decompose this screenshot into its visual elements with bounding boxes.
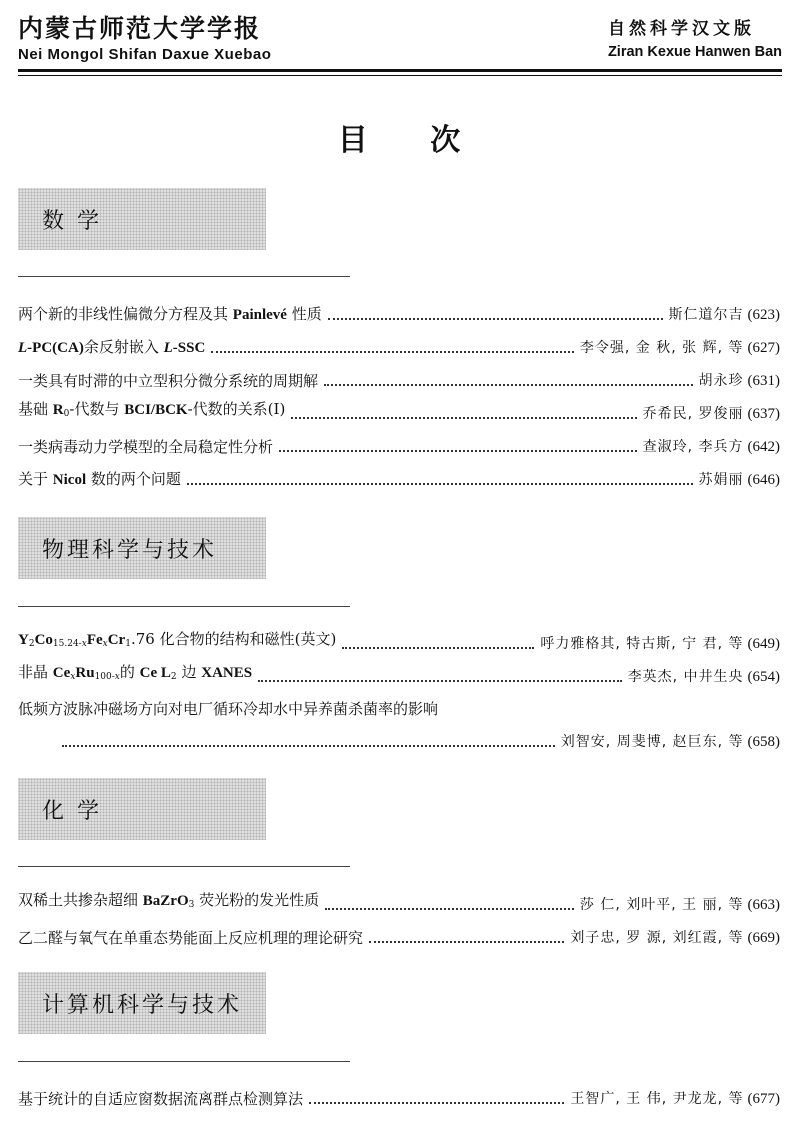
toc-entry[interactable] (18, 433, 780, 457)
entry-title: 基础 $R_0-$代数与 BCI/BCK-代数的关系(Ⅰ) (18, 400, 286, 419)
entry-authors: 呼力雅格其, 特古斯, 宁 君, 等 (540, 636, 744, 652)
section-header-chemistry (18, 778, 266, 840)
toc-entry[interactable] (18, 301, 780, 325)
entry-page: (627) (747, 340, 780, 356)
dot-leader (328, 318, 663, 320)
entry-authors: 查淑玲, 李兵方 (642, 439, 744, 455)
dot-leader (342, 647, 534, 649)
entry-page: (642) (747, 439, 780, 455)
journal-header (18, 14, 782, 76)
edition-cn: 自然科学汉文版 (607, 19, 755, 39)
toc-entry[interactable] (18, 630, 780, 654)
entry-title: 一类病毒动力学模型的全局稳定性分析 (18, 438, 274, 456)
section-header-computer-science (18, 972, 266, 1034)
journal-name-block (18, 14, 271, 63)
toc-entry[interactable] (18, 334, 780, 358)
page-title: 目 次 (337, 123, 463, 158)
section-label: 物理科学与技术 (42, 538, 218, 563)
section-label: 数 学 (42, 209, 102, 234)
entry-authors: 斯仁道尔吉 (668, 307, 744, 323)
dot-leader (291, 417, 636, 419)
dot-leader (187, 483, 693, 485)
toc-entry[interactable] (18, 466, 780, 490)
entry-authors: 乔希民, 罗俊丽 (642, 406, 744, 422)
entry-title: 乙二醛与氧气在单重态势能面上反应机理的理论研究 (18, 929, 364, 947)
entry-page: (631) (747, 373, 780, 389)
dot-leader (325, 908, 574, 910)
journal-name-cn: 内蒙古师范大学学报 (18, 14, 262, 43)
entry-authors: 刘智安, 周斐博, 赵巨东, 等 (560, 734, 744, 750)
entry-authors: 刘子忠, 罗 源, 刘红霞, 等 (570, 930, 744, 946)
header-rule-thin (18, 75, 782, 76)
edition-en: Ziran Kexue Hanwen Ban (607, 44, 782, 60)
dot-leader (279, 450, 637, 452)
entry-title: 两个新的非线性偏微分方程及其 Painlevé 性质 (18, 305, 322, 323)
entry-authors: 王智广, 王 伟, 尹龙龙, 等 (570, 1091, 744, 1107)
section-rule (18, 276, 350, 277)
section-rule (18, 606, 350, 607)
toc-entry[interactable] (18, 1085, 780, 1109)
entry-page: (637) (747, 406, 780, 422)
journal-name-en: Nei Mongol Shifan Daxue Xuebao (18, 46, 272, 63)
toc-entry-continuation[interactable] (62, 728, 780, 752)
entry-page: (663) (747, 897, 780, 913)
entry-authors: 胡永珍 (698, 373, 744, 389)
edition-block (608, 18, 782, 60)
toc-entry[interactable] (18, 663, 780, 687)
section-rule (18, 1061, 350, 1062)
toc-entry[interactable] (18, 891, 780, 915)
entry-authors: 李英杰, 中井生央 (627, 669, 744, 685)
toc-entry-title-line[interactable] (18, 695, 780, 719)
entry-title: 关于 Nicol 数的两个问题 (18, 470, 181, 488)
entry-title: 基于统计的自适应窗数据流离群点检测算法 (18, 1090, 304, 1108)
toc-entry[interactable] (18, 924, 780, 948)
section-header-physics (18, 517, 266, 579)
entry-page: (654) (747, 669, 780, 685)
entry-authors: 苏娟丽 (698, 472, 744, 488)
entry-page: (658) (747, 734, 780, 750)
entry-page: (669) (747, 930, 780, 946)
section-header-math (18, 188, 266, 250)
entry-title: 非晶 $Ce_xRu_{100-x}$的 Ce $L_2$ 边 XANES (18, 663, 253, 682)
entry-authors: 莎 仁, 刘叶平, 王 丽, 等 (579, 897, 744, 913)
entry-title: L-PC(CA)余反射嵌入 L-SSC (18, 338, 206, 356)
dot-leader (309, 1102, 564, 1104)
entry-page: (646) (747, 472, 780, 488)
dot-leader (211, 351, 574, 353)
dot-leader (258, 680, 622, 682)
toc-entry[interactable] (18, 367, 780, 391)
entry-authors: 李令强, 金 秋, 张 辉, 等 (579, 340, 744, 356)
entry-title: 一类具有时滞的中立型积分微分系统的周期解 (18, 372, 319, 390)
dot-leader (369, 941, 564, 943)
entry-title: $Y_2Co_{15.24-x}Fe_xCr_1.76$ 化合物的结构和磁性(英文) (18, 630, 337, 649)
section-label: 化 学 (42, 799, 102, 824)
entry-page: (649) (747, 636, 780, 652)
section-label: 计算机科学与技术 (42, 993, 243, 1018)
toc-entry[interactable] (18, 400, 780, 424)
entry-page: (677) (747, 1091, 780, 1107)
dot-leader (324, 384, 692, 386)
section-rule (18, 866, 350, 867)
header-rule-thick (18, 69, 782, 72)
entry-page: (623) (747, 307, 780, 323)
entry-title: 低频方波脉冲磁场方向对电厂循环冷却水中异养菌杀菌率的影响 (18, 700, 439, 718)
dot-leader (62, 745, 555, 747)
entry-title: 双稀土共掺杂超细 BaZrO$_3$ 荧光粉的发光性质 (18, 891, 320, 910)
